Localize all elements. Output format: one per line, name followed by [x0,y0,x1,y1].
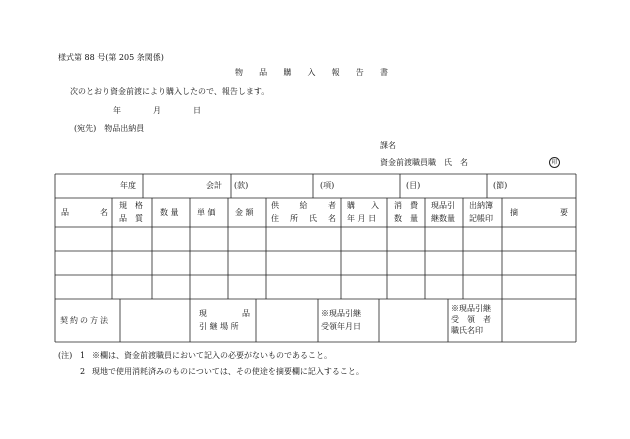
notes-label: (注) [58,351,73,360]
note-2-text: 現地で使用消耗済みのものについては、その使途を摘要欄に記入すること。 [92,367,364,376]
date-year: 年 [113,106,121,115]
title-char: 入 [307,68,316,77]
handover-date-label: ※現品引継 受領年月日 [321,308,361,331]
title-char: 報 [331,68,340,77]
title-char: 購 [283,68,292,77]
header-amount: 金 額 [235,207,254,217]
header-unit-price: 単 価 [197,207,216,217]
header-purchase-date: 購 入 年 月 日 [347,200,379,223]
title-char: 告 [355,68,364,77]
section-label: 課名 [380,141,396,150]
officer-label: 資金前渡職員職 氏 名 [380,158,468,167]
note-1-num: 1 [80,351,86,360]
header-consumed-qty: 消 費 数 量 [394,200,418,223]
date-month: 月 [153,106,161,115]
contract-method-label: 契約の方法 [60,315,110,325]
header-remarks: 摘 要 [510,207,568,217]
seal-mark: 印 [549,157,560,168]
account-label: 会計 [206,181,222,190]
note-1-text: ※欄は、資金前渡職員において記入の必要がないものであること。 [92,351,332,360]
fiscal-year-label: 年度 [120,181,136,190]
title-char: 書 [379,68,388,77]
form-number: 様式第 88 号(第 205 条関係) [58,53,164,62]
note-2-num: 2 [80,367,86,376]
header-item-name: 品 名 [61,207,108,217]
header-quantity: 数 量 [160,207,179,217]
handover-place-label: 現 品 引 継 場 所 [199,308,250,331]
intro-text: 次のとおり資金前渡により購入したので、報告します。 [70,87,270,96]
title-char: 品 [259,68,268,77]
kan-label: (款) [234,181,249,190]
moku-label: (目) [406,181,421,190]
header-ledger-seal: 出納簿 記帳印 [469,200,493,223]
addressee: (宛先) 物品出納員 [74,124,145,133]
header-spec: 規 格 品 質 [119,200,143,223]
header-handover-qty: 現品引 継数量 [431,200,455,223]
receiver-label: ※現品引継 受 領 者 職氏名印 [451,304,491,335]
kou-label: (項) [320,181,335,190]
header-supplier: 供 給 者 住 所 氏 名 [271,200,336,223]
title-char: 物 [235,68,243,77]
date-day: 日 [193,106,201,115]
setsu-label: (節) [493,181,508,190]
